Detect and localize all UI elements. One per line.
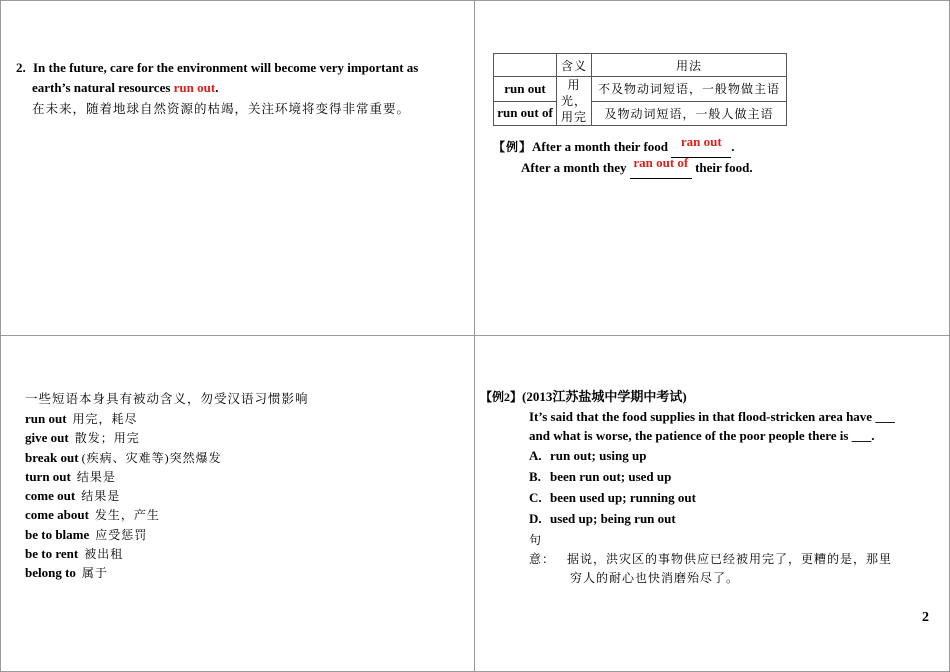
table-cell-phrase: run out of <box>494 101 557 126</box>
sentence-translation: 在未来，随着地球自然资源的枯竭，关注环境将变得非常重要。 <box>32 102 411 116</box>
translation <box>529 531 920 588</box>
table-header-blank <box>494 54 557 77</box>
translation-lead: 句意： <box>529 533 556 566</box>
translation-line-2: 穷人的耐心也快消磨殆尽了。 <box>570 571 740 585</box>
option-text: been used up; running out <box>550 490 696 505</box>
option-d[interactable] <box>529 508 920 529</box>
option-c[interactable] <box>529 487 920 508</box>
phrase-meaning: 结果是 <box>76 469 116 484</box>
example-line-1-suffix: . <box>731 139 735 154</box>
option-label: C. <box>529 490 542 505</box>
phrase: belong to <box>25 565 76 581</box>
phrase: run out <box>25 411 67 426</box>
phrase-meaning: (疾病、灾难等)突然爆发 <box>81 450 222 465</box>
sentence-prefix: earth’s natural resources <box>32 80 174 95</box>
answer-blank <box>630 157 692 179</box>
sentence-line-1 <box>16 58 456 78</box>
phrase: give out <box>25 430 69 446</box>
translation-text-1: 据说，洪灾区的事物供应已经被用完了，更糟的是，那里 <box>567 552 893 566</box>
sentence-block <box>16 58 456 120</box>
option-label: D. <box>529 511 542 526</box>
option-text: been run out; used up <box>550 469 672 484</box>
exercise-body <box>480 407 920 588</box>
question-line-1: It’s said that the food supplies in that flood-stricken area have ___ <box>529 409 895 424</box>
example-line-2-suffix: their food. <box>691 160 753 175</box>
page-number: 2 <box>922 610 929 625</box>
highlight-phrase: run out <box>173 80 216 95</box>
sentence-line-2 <box>16 78 456 98</box>
example-line-1 <box>493 136 933 157</box>
option-label: B. <box>529 469 541 484</box>
phrase-meaning: 发生，产生 <box>94 508 160 523</box>
phrase-meaning: 结果是 <box>81 489 121 504</box>
exercise-header <box>480 387 920 407</box>
option-text: used up; being run out <box>550 511 676 526</box>
example-line-2 <box>493 157 933 178</box>
phrase-meaning: 属于 <box>81 566 108 581</box>
option-text: run out; using up <box>550 448 647 463</box>
table-row <box>494 101 787 126</box>
vertical-divider <box>474 0 475 672</box>
phrase: break out <box>25 449 79 465</box>
phrase-list-block <box>25 389 455 583</box>
phrase: be to rent <box>25 546 79 562</box>
sentence-suffix: . <box>215 80 219 95</box>
item-number: 2. <box>16 60 26 75</box>
example-block <box>493 136 933 178</box>
question-line-2: and what is worse, the patience of the poor people there is ___. <box>529 428 875 443</box>
list-item <box>25 467 455 486</box>
phrase-meaning: 应受惩罚 <box>95 527 148 542</box>
example-line-1-prefix: After a month their food <box>532 139 672 154</box>
example-line-2-prefix: After a month they <box>521 160 630 175</box>
exercise-label: 【例2】 <box>480 390 523 404</box>
table-cell-meaning: 用光，用完 <box>557 77 592 126</box>
phrase-meaning: 散发；用完 <box>74 431 140 446</box>
phrase-list-intro: 一些短语本身具有被动含义，勿受汉语习惯影响 <box>25 392 309 406</box>
option-b[interactable] <box>529 466 920 487</box>
example-label: 【例】 <box>493 140 533 154</box>
phrase-meaning: 用完，耗尽 <box>72 412 138 426</box>
list-item <box>25 409 455 428</box>
exercise-block <box>480 387 920 588</box>
horizontal-divider <box>0 335 950 336</box>
phrase: come out <box>25 488 76 504</box>
option-a[interactable] <box>529 445 920 466</box>
option-label: A. <box>529 448 542 463</box>
list-item <box>25 486 455 505</box>
answer-text: ran out of <box>633 155 689 170</box>
table-header-row <box>494 54 787 77</box>
table-cell-usage: 不及物动词短语，一般物做主语 <box>592 77 787 102</box>
list-item <box>25 563 455 582</box>
phrase: turn out <box>25 468 71 484</box>
table-header-meaning: 含义 <box>557 54 592 77</box>
list-item <box>25 525 455 544</box>
table-cell-phrase: run out <box>494 77 557 102</box>
table-header-usage: 用法 <box>592 54 787 77</box>
answer-text: ran out <box>680 134 722 149</box>
sentence-text-1: In the future, care for the environment will become very important as <box>33 60 419 75</box>
table-row <box>494 77 787 102</box>
table-cell-usage: 及物动词短语，一般人做主语 <box>592 101 787 126</box>
phrase-meaning: 被出租 <box>84 547 124 562</box>
exercise-source: (2013江苏盐城中学期中考试) <box>522 389 687 404</box>
usage-table <box>493 53 787 126</box>
translation-line-1 <box>529 531 920 569</box>
list-item <box>25 448 455 467</box>
phrase: be to blame <box>25 526 90 542</box>
phrase: come about <box>25 507 89 523</box>
list-item <box>25 428 455 447</box>
list-item <box>25 505 455 524</box>
list-item <box>25 544 455 563</box>
